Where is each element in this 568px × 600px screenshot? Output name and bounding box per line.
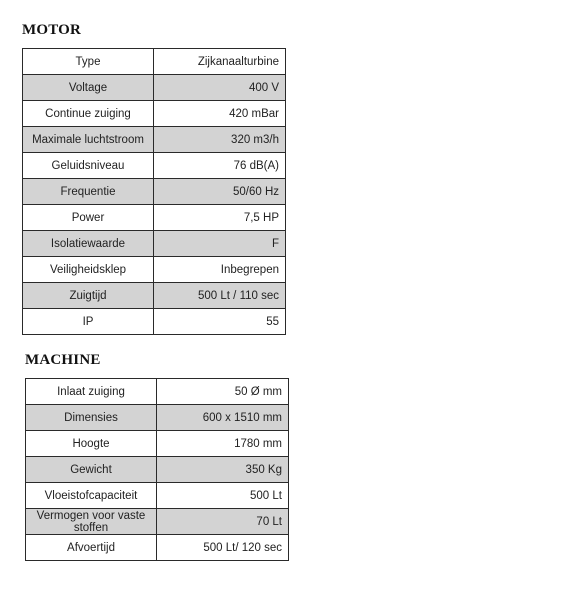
spec-value: F xyxy=(154,231,286,257)
spec-value: 320 m3/h xyxy=(154,127,286,153)
spec-value: 55 xyxy=(154,309,286,335)
spec-label: Maximale luchtstroom xyxy=(23,127,154,153)
spec-value: 70 Lt xyxy=(157,509,289,535)
spec-value: 400 V xyxy=(154,75,286,101)
table-row xyxy=(26,509,289,535)
table-row xyxy=(26,405,289,431)
machine-section-title: MACHINE xyxy=(25,352,101,368)
spec-value: 1780 mm xyxy=(157,431,289,457)
table-row xyxy=(23,101,286,127)
spec-value: 420 mBar xyxy=(154,101,286,127)
table-row xyxy=(23,309,286,335)
spec-label: Inlaat zuiging xyxy=(26,379,157,405)
spec-value: 500 Lt / 110 sec xyxy=(154,283,286,309)
spec-label: Isolatiewaarde xyxy=(23,231,154,257)
table-row xyxy=(23,153,286,179)
table-row xyxy=(23,257,286,283)
spec-label: Power xyxy=(23,205,154,231)
table-row xyxy=(26,431,289,457)
table-row xyxy=(26,483,289,509)
spec-label: Zuigtijd xyxy=(23,283,154,309)
table-row xyxy=(23,179,286,205)
spec-value: 500 Lt xyxy=(157,483,289,509)
spec-label: Type xyxy=(23,49,154,75)
table-row xyxy=(23,127,286,153)
spec-label: Hoogte xyxy=(26,431,157,457)
table-row xyxy=(23,231,286,257)
spec-value: 50 Ø mm xyxy=(157,379,289,405)
table-row xyxy=(26,535,289,561)
machine-spec-table xyxy=(25,378,289,561)
table-row xyxy=(26,379,289,405)
motor-spec-table xyxy=(22,48,286,335)
spec-label: Frequentie xyxy=(23,179,154,205)
spec-value: 350 Kg xyxy=(157,457,289,483)
spec-label: Dimensies xyxy=(26,405,157,431)
table-row xyxy=(23,49,286,75)
spec-label: Vloeistofcapaciteit xyxy=(26,483,157,509)
spec-value: 600 x 1510 mm xyxy=(157,405,289,431)
motor-section-title: MOTOR xyxy=(22,22,82,38)
spec-label: Veiligheidsklep xyxy=(23,257,154,283)
spec-value: Inbegrepen xyxy=(154,257,286,283)
spec-label: Afvoertijd xyxy=(26,535,157,561)
spec-label: Geluidsniveau xyxy=(23,153,154,179)
spec-label: IP xyxy=(23,309,154,335)
spec-value: 76 dB(A) xyxy=(154,153,286,179)
table-row xyxy=(23,205,286,231)
table-row xyxy=(23,75,286,101)
table-row xyxy=(23,283,286,309)
spec-label: Vermogen voor vaste stoffen xyxy=(26,509,157,535)
spec-value: 7,5 HP xyxy=(154,205,286,231)
spec-value: Zijkanaalturbine xyxy=(154,49,286,75)
table-row xyxy=(26,457,289,483)
spec-value: 500 Lt/ 120 sec xyxy=(157,535,289,561)
spec-label: Gewicht xyxy=(26,457,157,483)
spec-value: 50/60 Hz xyxy=(154,179,286,205)
spec-label: Continue zuiging xyxy=(23,101,154,127)
spec-label: Voltage xyxy=(23,75,154,101)
